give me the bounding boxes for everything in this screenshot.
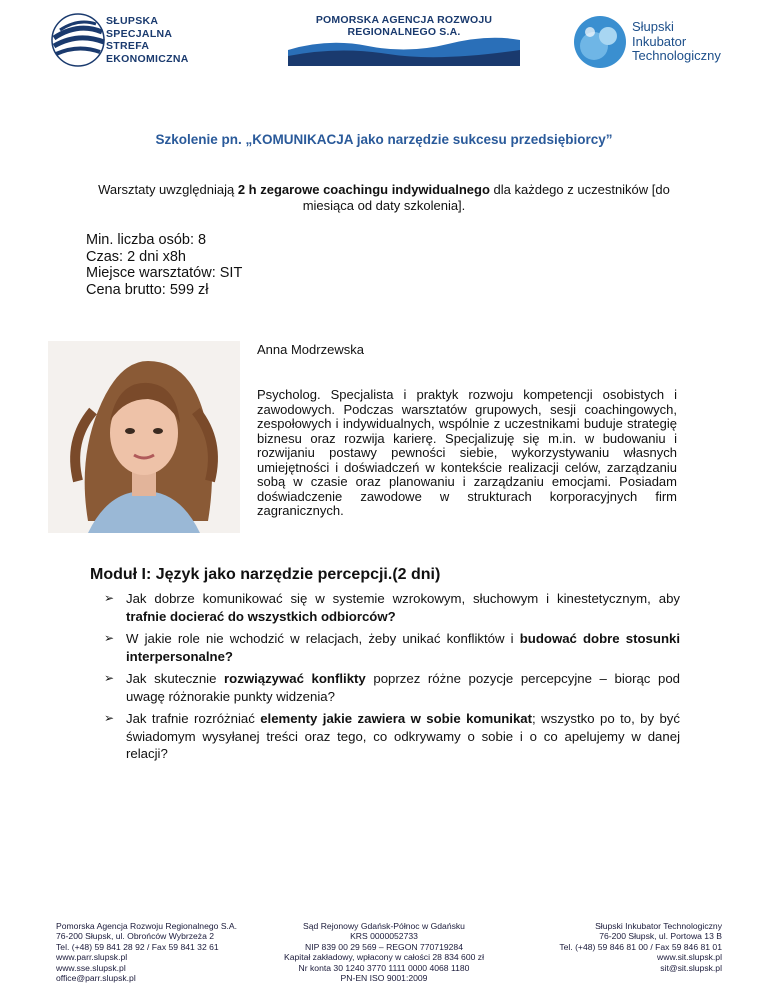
intro-paragraph	[80, 182, 688, 214]
bullet-bold-text: trafnie docierać do wszystkich odbiorców?	[126, 608, 396, 624]
sit-logo-line: Technologiczny	[632, 48, 721, 63]
trainer-bio: Psycholog. Specjalista i praktyk rozwoju kompetencji osobistych i zawodowych. Podczas warsztatów grupowych, sesji coachingowych, zespołowych i indywidualnych, wspólnie z uczestnikami buduje strategię biznesu oraz rozwija karierę. Specjalizuję się m.in. w budowaniu i rozwijaniu postawy pewności siebie, wykorzystywaniu własnych umiejętności i doświadczeń w kontekście realizacji celów, zarządzaniu sobą w czasie oraz planowaniu i zarządzaniu emocjami. Posiadam doświadczenie zawodowe w strukturach korporacyjnych firm zagranicznych.	[257, 387, 677, 518]
sit-logo-icon	[572, 14, 628, 70]
document-title: Szkolenie pn. „KOMUNIKACJA jako narzędzie sukcesu przedsiębiorcy”	[155, 132, 613, 147]
footer-sit-contact	[520, 921, 722, 973]
footer-line: KRS 0000052733	[350, 931, 418, 942]
footer-link[interactable]: www.parr.slupsk.pl	[56, 952, 128, 963]
intro-text: dla każdego z uczestników [do miesiąca od daty szkolenia].	[302, 182, 670, 213]
bullet-text: Jak skutecznie	[126, 671, 225, 686]
info-price: Cena brutto: 599 zł	[86, 281, 209, 298]
bullet-text: W jakie role nie wchodzić w relacjach, żeby unikać konfliktów i	[126, 631, 520, 646]
parr-logo-line: REGIONALNEGO S.A.	[347, 26, 461, 38]
footer-parr-contact	[56, 921, 256, 983]
footer-line: Słupski Inkubator Technologiczny	[595, 921, 722, 931]
sse-logo-line: SŁUPSKA	[106, 15, 159, 27]
bullet-bold-text: elementy jakie zawiera w sobie komunikat	[260, 711, 533, 726]
arrow-bullet-icon: ➢	[104, 591, 115, 605]
intro-bold-text: 2 h zegarowe coachingu indywidualnego	[237, 182, 490, 197]
training-info	[86, 232, 242, 298]
list-item	[104, 630, 680, 665]
footer-email[interactable]: office@parr.slupsk.pl	[56, 973, 136, 984]
arrow-bullet-icon: ➢	[104, 671, 115, 685]
list-item	[104, 590, 680, 625]
sse-logo-line: EKONOMICZNA	[106, 52, 189, 65]
parr-logo-line: POMORSKA AGENCJA ROZWOJU	[315, 14, 493, 26]
module-heading: Moduł I: Język jako narzędzie percepcji.(2 dni)	[90, 566, 441, 583]
sse-logo-text	[106, 15, 189, 65]
module-bullet-list	[104, 590, 680, 768]
footer-line: Tel. (+48) 59 841 28 92 / Fax 59 841 32 61	[56, 941, 219, 952]
sse-logo-line: STREFA	[106, 40, 150, 52]
intro-text: Warsztaty uwzględniają	[98, 182, 238, 197]
sit-logo-text	[632, 20, 721, 64]
info-min-participants: Min. liczba osób: 8	[86, 232, 207, 248]
arrow-bullet-icon: ➢	[104, 711, 115, 725]
footer-line: 76-200 Słupsk, ul. Portowa 13 B	[599, 931, 722, 942]
footer-link[interactable]: www.sse.slupsk.pl	[56, 962, 126, 973]
trainer-name: Anna Modrzewska	[257, 342, 364, 357]
footer-email[interactable]: sit@sit.slupsk.pl	[660, 962, 722, 973]
bullet-text: ; wszystko po to, by być świadomym wysyłanej treści oraz tego, co odkrywamy o sobie i o co apelujemy w danej relacji?	[126, 711, 680, 761]
footer-line: Kapitał zakładowy, wpłacony w całości 28 834 600 zł	[284, 952, 484, 963]
footer-line: Pomorska Agencja Rozwoju Regionalnego S.A.	[56, 921, 238, 931]
parr-logo-text	[288, 14, 520, 38]
footer-line: Sąd Rejonowy Gdańsk-Północ w Gdańsku	[303, 921, 465, 931]
bullet-text: Jak dobrze komunikować się w systemie wzrokowym, słuchowym i kinestetycznym, aby	[126, 591, 680, 606]
footer-link[interactable]: www.sit.slupsk.pl	[657, 952, 722, 963]
list-item	[104, 670, 680, 705]
sit-logo-line: Inkubator	[632, 33, 687, 49]
arrow-bullet-icon: ➢	[104, 631, 115, 645]
footer-line: Tel. (+48) 59 846 81 00 / Fax 59 846 81 01	[559, 941, 722, 952]
trainer-photo	[48, 341, 240, 533]
footer-registry-info	[256, 921, 512, 983]
sit-logo-line: Słupski	[632, 19, 674, 34]
footer-line: 76-200 Słupsk, ul. Obrońców Wybrzeża 2	[56, 931, 215, 942]
bullet-text: Jak trafnie rozróżniać	[126, 711, 261, 726]
sse-logo-line: SPECJALNA	[106, 27, 173, 40]
list-item	[104, 710, 680, 763]
footer-line: PN-EN ISO 9001:2009	[340, 973, 428, 984]
footer-line: NIP 839 00 29 569 – REGON 770719284	[305, 941, 463, 952]
bullet-bold-text: rozwiązywać konflikty	[224, 671, 366, 686]
bullet-text: poprzez różne pozycje percepcyjne – biorąc pod uwagę różnorakie punkty widzenia?	[126, 671, 681, 704]
footer-line: Nr konta 30 1240 3770 1111 0000 4068 1180	[298, 962, 470, 973]
bullet-bold-text: budować dobre stosunki interpersonalne?	[126, 631, 681, 664]
info-duration: Czas: 2 dni x8h	[86, 248, 186, 265]
info-location: Miejsce warsztatów: SIT	[86, 265, 243, 281]
